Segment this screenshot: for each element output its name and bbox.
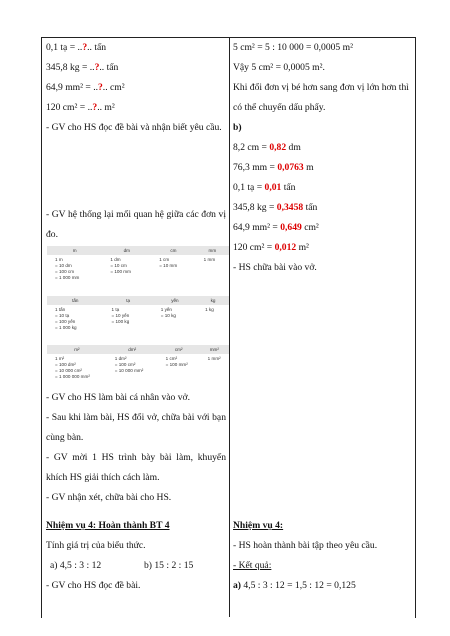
answer-line: 120 cm² = 0,012 m² [233,242,309,253]
table-header: tấn [47,296,104,305]
step-item: - GV cho HS làm bài cá nhân vào vở. [46,392,190,403]
teacher-steps [46,388,226,508]
right-solution [233,38,411,278]
task4-prompt: Tính giá trị của biểu thức. [46,540,146,551]
table-header: cm [151,246,195,255]
step-item: - Sau khi làm bài, HS đổi vở, chữa bài với bạn cùng bàn. [46,412,226,443]
task4-do: - HS hoàn thành bài tập theo yêu cầu. [233,540,378,551]
part-b-label: b) [233,122,242,133]
left-top-exercises [46,38,226,138]
gv-system-instruction: - GV hệ thống lại mối quan hệ giữa các đơn vị đo. [46,209,226,240]
expression-a: a) 4,5 : 3 : 12 [50,560,102,571]
solution-rule: Khi đổi đơn vị bé hơn sang đơn vị lớn hơn thì có thể chuyển dấu phẩy. [233,82,409,113]
exercise-line: 0,1 tạ = ..?.. tấn [46,42,107,53]
answer-line: 0,1 tạ = 0,01 tấn [233,182,296,193]
hs-fix-note: - HS chữa bài vào vở. [233,262,317,273]
table-cell: 1 tạ = 10 yến = 100 kg [111,307,130,324]
step-item: - GV mời 1 HS trình bày bài làm, khuyến khích HS giải thích cách làm. [46,452,226,483]
exercise-line: 120 cm² = ..?.. m² [46,102,115,113]
mass-units-table [47,296,229,333]
exercise-line: 64,9 mm² = ..?.. cm² [46,82,125,93]
step-item: - GV nhận xét, chữa bài cho HS. [46,492,172,503]
table-cell: 1 mm [203,257,216,262]
task4-title: Nhiệm vụ 4: Hoàn thành BT 4 [46,520,170,531]
solution-line: 5 cm² = 5 : 10 000 = 0,0005 m² [233,42,353,53]
length-units-table [47,246,229,283]
area-units-table [47,345,229,382]
answer-line: 8,2 cm = 0,82 dm [233,142,301,153]
answer-line: 345,8 kg = 0,3458 tấn [233,202,318,213]
table-header: cm² [158,345,200,354]
table-cell: 1 m = 10 dm = 100 cm = 1 000 mm [55,257,80,280]
table-cell: 1 tấn = 10 tạ = 100 yến = 1 000 kg [55,307,77,330]
column-divider [229,37,230,617]
table-cell: 1 yến = 10 kg [160,307,176,318]
result-label: - Kết quả: [233,560,272,571]
table-header: yến [153,296,197,305]
table-header: m [47,246,102,255]
gv-read-instruction: - GV cho HS đọc đề bài và nhận biết yêu cầu. [46,122,222,133]
expression-b: b) 15 : 2 : 15 [144,560,194,571]
table-cell: 1 cm = 10 mm [159,257,178,268]
task4-expressions [46,556,226,576]
solution-line: Vậy 5 cm² = 0,0005 m². [233,62,325,73]
table-cell: 1 cm² = 100 mm² [165,356,188,367]
task4-title-right: Nhiệm vụ 4: [233,520,284,531]
task4-left [46,516,226,596]
table-header: dm [102,246,151,255]
table-header: m² [47,345,107,354]
table-cell: 1 m² = 100 dm² = 10 000 cm² = 1 000 000 mm² [55,356,90,379]
exercise-line: 345,8 kg = ..?.. tấn [46,62,119,73]
answer-line: 76,3 mm = 0,0763 m [233,162,314,173]
table-cell: 1 kg [205,307,214,312]
table-header: dm² [107,345,158,354]
task4-right [233,516,411,596]
answer-line: 64,9 mm² = 0,649 cm² [233,222,319,233]
result-a: a) 4,5 : 3 : 12 = 1,5 : 12 = 0,125 [233,580,356,591]
table-header: mm² [200,345,229,354]
table-header: mm [196,246,229,255]
table-header: tạ [104,296,153,305]
table-cell: 1 dm² = 100 cm² = 10 000 mm² [114,356,144,373]
table-cell: 1 dm = 10 cm = 100 mm [110,257,131,274]
table-header: kg [197,296,229,305]
task4-gv-read: - GV cho HS đọc đề bài. [46,580,141,591]
table-cell: 1 mm² [207,356,221,361]
